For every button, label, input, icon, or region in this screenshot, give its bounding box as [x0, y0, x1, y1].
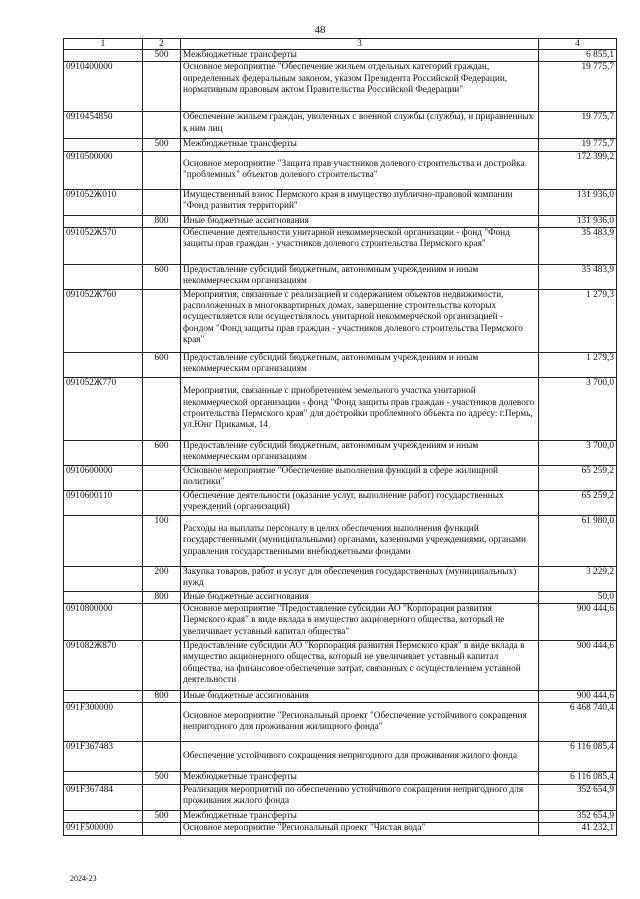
expense-type-cell: 100	[143, 515, 181, 566]
item-name-cell: Межбюджетные трансферты	[181, 139, 539, 151]
amount-cell: 35 483,9	[539, 227, 617, 264]
amount-cell: 1 279,3	[539, 352, 617, 377]
item-name-cell: Мероприятия, связанные с реализацией и содержанием объектов недвижимости, расположенных в многоквартирных домах, завершение строительства которых осуществляется или осуществлялось унитарной некоммерческой организацией - фондом "Фонд защиты прав граждан - участников долевого строительства Пермского края"	[181, 289, 539, 352]
amount-cell: 1 279,3	[539, 289, 617, 352]
classification-code-cell	[64, 139, 143, 151]
table-row	[64, 641, 617, 691]
item-name-cell: Основное мероприятие "Защита прав участников долевого строительства и достройка "проблемных" объектов долевого строительства"	[181, 151, 539, 189]
expense-type-cell	[143, 823, 181, 836]
table-row	[64, 227, 617, 264]
amount-cell: 6 116 085,4	[539, 772, 617, 784]
amount-cell: 3 700,0	[539, 440, 617, 465]
table-row	[64, 215, 617, 227]
amount-cell: 6 116 085,4	[539, 742, 617, 772]
amount-cell: 19 775,7	[539, 139, 617, 151]
table-row	[64, 591, 617, 603]
classification-code-cell: 091F367484	[64, 784, 143, 810]
item-name-cell: Обеспечение устойчивого сокращения непригодного для проживания жилого фонда	[181, 742, 539, 772]
column-header-3: 3	[181, 39, 539, 50]
amount-cell: 6 855,1	[539, 50, 617, 62]
amount-cell: 352 654,9	[539, 784, 617, 810]
classification-code-cell: 091052Ж760	[64, 289, 143, 352]
expense-type-cell	[143, 62, 181, 112]
classification-code-cell: 0910400000	[64, 62, 143, 112]
table-row	[64, 691, 617, 703]
table-row	[64, 810, 617, 822]
expense-type-cell	[143, 604, 181, 641]
item-name-cell: Основное мероприятие "Региональный проект "Чистая вода"	[181, 823, 539, 836]
column-header-4: 4	[539, 39, 617, 50]
item-name-cell: Иные бюджетные ассигнования	[181, 215, 539, 227]
amount-cell: 65 259,2	[539, 490, 617, 515]
table-row	[64, 490, 617, 515]
table-row	[64, 189, 617, 215]
expense-type-cell	[143, 742, 181, 772]
table-row	[64, 772, 617, 784]
classification-code-cell: 091052Ж770	[64, 377, 143, 440]
table-row	[64, 62, 617, 112]
expense-type-cell: 600	[143, 352, 181, 377]
table-body	[64, 50, 617, 836]
item-name-cell: Расходы на выплаты персоналу в целях обеспечения выполнения функций государственными (муниципальными) органами, казенными учреждениями, органами управления государственными внебюджетными фондами	[181, 515, 539, 566]
expense-type-cell	[143, 490, 181, 515]
expense-type-cell	[143, 465, 181, 490]
item-name-cell: Реализация мероприятий по обеспечению устойчивого сокращения непригодного для проживания жилого фонда	[181, 784, 539, 810]
table-row	[64, 112, 617, 139]
classification-code-cell: 0910500000	[64, 151, 143, 189]
expense-type-cell: 500	[143, 772, 181, 784]
item-name-cell: Закупка товаров, работ и услуг для обеспечения государственных (муниципальных) нужд	[181, 566, 539, 591]
classification-code-cell	[64, 50, 143, 62]
expense-type-cell: 800	[143, 691, 181, 703]
item-name-cell: Обеспечение деятельности (оказание услуг, выполнение работ) государственных учреждений (организаций)	[181, 490, 539, 515]
amount-cell: 3 700,0	[539, 377, 617, 440]
amount-cell: 131 936,0	[539, 189, 617, 215]
item-name-cell: Основное мероприятие "Обеспечение жильем отдельных категорий граждан, определенных федеральным законом, указом Президента Российской Федерации, нормативным правовым актом Правительства Российской Федерации"	[181, 62, 539, 112]
table-header	[64, 39, 617, 50]
classification-code-cell: 091F367483	[64, 742, 143, 772]
table-row	[64, 139, 617, 151]
classification-code-cell	[64, 352, 143, 377]
amount-cell: 352 654,9	[539, 810, 617, 822]
expense-type-cell	[143, 112, 181, 139]
item-name-cell: Иные бюджетные ассигнования	[181, 691, 539, 703]
table-row	[64, 515, 617, 566]
column-header-2: 2	[143, 39, 181, 50]
item-name-cell: Предоставление субсидий бюджетным, автономным учреждениям и иным некоммерческим организациям	[181, 264, 539, 289]
item-name-cell: Основное мероприятие "Региональный проект "Обеспечение устойчивого сокращения непригодного для проживания жилищного фонда"	[181, 703, 539, 742]
table-row	[64, 465, 617, 490]
item-name-cell: Обеспечение жильем граждан, уволенных с военной службы (службы), и приравненных к ним лиц	[181, 112, 539, 139]
amount-cell: 19 775,7	[539, 112, 617, 139]
expense-type-cell: 800	[143, 215, 181, 227]
classification-code-cell	[64, 440, 143, 465]
expense-type-cell: 800	[143, 591, 181, 603]
item-name-cell: Мероприятия, связанные с приобретением земельного участка унитарной некоммерческой организации - фонд "Фонд защиты прав граждан - участников долевого строительства Пермского края" для достройки проблемного объекта по адресу: г.Пермь, ул.Юнг Прикамья, 14	[181, 377, 539, 440]
table-row	[64, 823, 617, 836]
amount-cell: 131 936,0	[539, 215, 617, 227]
expense-type-cell	[143, 703, 181, 742]
amount-cell: 61 980,0	[539, 515, 617, 566]
expense-type-cell: 500	[143, 50, 181, 62]
item-name-cell: Обеспечение деятельности унитарной некоммерческой организации - фонд "Фонд защиты прав граждан - участников долевого строительства Пермского края"	[181, 227, 539, 264]
item-name-cell: Межбюджетные трансферты	[181, 772, 539, 784]
classification-code-cell: 091052Ж570	[64, 227, 143, 264]
classification-code-cell: 091052Ж010	[64, 189, 143, 215]
classification-code-cell	[64, 810, 143, 822]
expense-type-cell	[143, 151, 181, 189]
table-row	[64, 264, 617, 289]
classification-code-cell: 0910600110	[64, 490, 143, 515]
classification-code-cell: 091F500000	[64, 823, 143, 836]
footer-document-code: 2024-23	[70, 874, 97, 883]
table-row	[64, 440, 617, 465]
amount-cell: 900 444,6	[539, 641, 617, 691]
table-row	[64, 784, 617, 810]
table-row	[64, 604, 617, 641]
classification-code-cell	[64, 691, 143, 703]
expense-type-cell	[143, 289, 181, 352]
budget-table	[63, 38, 617, 836]
item-name-cell: Имущественный взнос Пермского края в имущество публично-правовой компании "Фонд развития территорий"	[181, 189, 539, 215]
classification-code-cell: 0910454850	[64, 112, 143, 139]
expense-type-cell: 600	[143, 264, 181, 289]
expense-type-cell	[143, 377, 181, 440]
classification-code-cell	[64, 566, 143, 591]
table-row	[64, 50, 617, 62]
expense-type-cell	[143, 227, 181, 264]
expense-type-cell	[143, 641, 181, 691]
classification-code-cell	[64, 215, 143, 227]
column-number-row	[64, 39, 617, 50]
table-row	[64, 703, 617, 742]
item-name-cell: Предоставление субсидий бюджетным, автономным учреждениям и иным некоммерческим организациям	[181, 440, 539, 465]
expense-type-cell: 600	[143, 440, 181, 465]
amount-cell: 3 229,2	[539, 566, 617, 591]
expense-type-cell	[143, 784, 181, 810]
amount-cell: 172 399,2	[539, 151, 617, 189]
amount-cell: 900 444,6	[539, 691, 617, 703]
table-row	[64, 151, 617, 189]
item-name-cell: Предоставление субсидии АО "Корпорация развития Пермского края" в виде вклада в имущество акционерного общества, который не увеличивает уставный капитал общества, на финансовое обеспечение затрат, связанных с осуществлением уставной деятельности	[181, 641, 539, 691]
item-name-cell: Основное мероприятие "Обеспечение выполнения функций в сфере жилищной политики"	[181, 465, 539, 490]
amount-cell: 50,0	[539, 591, 617, 603]
table-row	[64, 742, 617, 772]
amount-cell: 41 232,1	[539, 823, 617, 836]
table-row	[64, 352, 617, 377]
expense-type-cell	[143, 189, 181, 215]
classification-code-cell: 0910800000	[64, 604, 143, 641]
classification-code-cell: 091082Ж870	[64, 641, 143, 691]
amount-cell: 35 483,9	[539, 264, 617, 289]
item-name-cell: Предоставление субсидий бюджетным, автономным учреждениям и иным некоммерческим организациям	[181, 352, 539, 377]
page-number: 48	[314, 24, 326, 36]
table-row	[64, 289, 617, 352]
item-name-cell: Межбюджетные трансферты	[181, 50, 539, 62]
amount-cell: 900 444,6	[539, 604, 617, 641]
item-name-cell: Межбюджетные трансферты	[181, 810, 539, 822]
expense-type-cell: 200	[143, 566, 181, 591]
amount-cell: 6 468 740,4	[539, 703, 617, 742]
classification-code-cell	[64, 515, 143, 566]
table-row	[64, 377, 617, 440]
table-row	[64, 566, 617, 591]
classification-code-cell: 0910600000	[64, 465, 143, 490]
expense-type-cell: 500	[143, 139, 181, 151]
expense-type-cell: 500	[143, 810, 181, 822]
classification-code-cell	[64, 264, 143, 289]
classification-code-cell: 091F300000	[64, 703, 143, 742]
amount-cell: 19 775,7	[539, 62, 617, 112]
amount-cell: 65 259,2	[539, 465, 617, 490]
item-name-cell: Основное мероприятие "Предоставление субсидии АО "Корпорация развития Пермского края" в виде вклада в имущество акционерного общества, который не увеличивает уставный капитал общества"	[181, 604, 539, 641]
item-name-cell: Иные бюджетные ассигнования	[181, 591, 539, 603]
column-header-1: 1	[64, 39, 143, 50]
classification-code-cell	[64, 591, 143, 603]
classification-code-cell	[64, 772, 143, 784]
